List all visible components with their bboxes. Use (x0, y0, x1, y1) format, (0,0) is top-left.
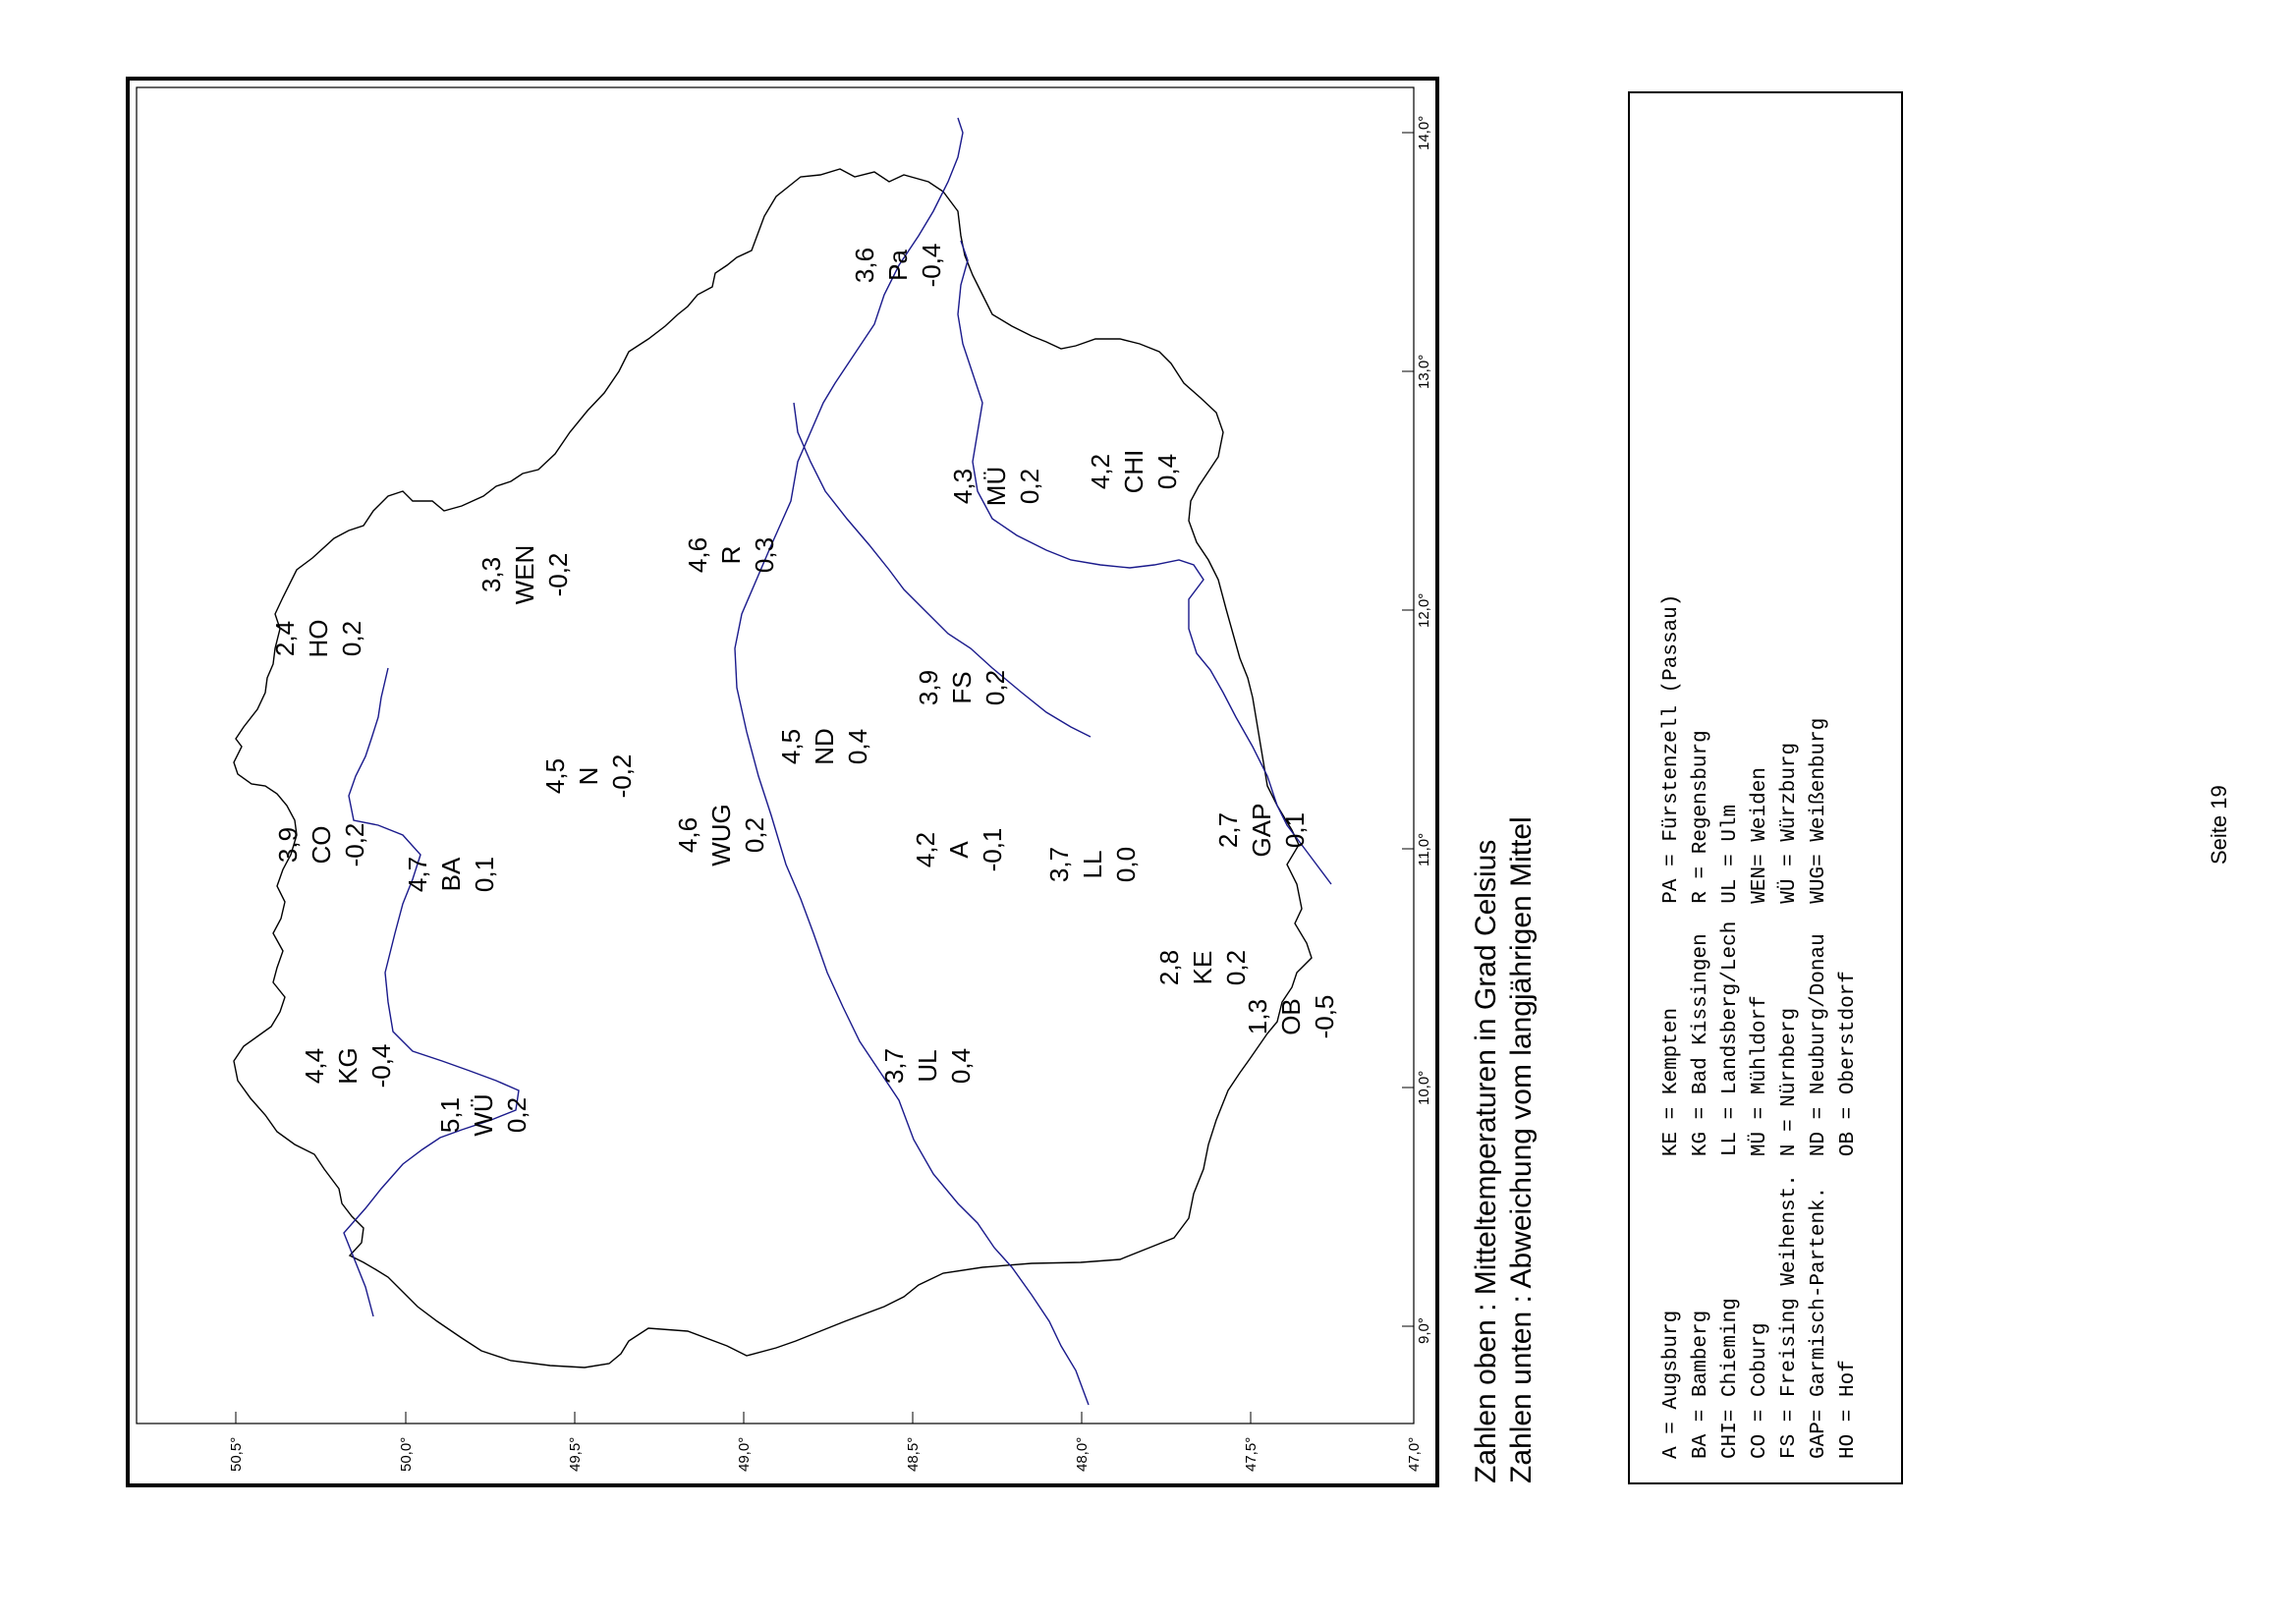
station-ll (1044, 847, 1141, 882)
station-code: A (944, 841, 975, 859)
legend-entry: CO = Coburg (1749, 1322, 1771, 1459)
state-border (234, 169, 1312, 1368)
station-temperature: 3,7 (1044, 846, 1075, 883)
station-labels (270, 244, 1339, 1137)
station-temperature: 4,6 (683, 536, 713, 574)
river-inn (958, 241, 1331, 884)
station-code: Pa (883, 250, 914, 281)
station-code: WEN (510, 544, 540, 605)
legend-entry: GAP= Garmisch-Partenk. (1808, 1186, 1830, 1459)
station-temperature: 4,5 (540, 757, 571, 795)
station-code: KG (333, 1047, 364, 1085)
station-wen (476, 545, 573, 605)
legend-entry: OB = Oberstdorf (1837, 971, 1860, 1157)
latitude-axis (228, 1412, 1423, 1472)
legend-entry: UL = Ulm (1719, 804, 1742, 904)
station-ba (403, 857, 499, 892)
lat-tick-label: 47,0° (1406, 1436, 1423, 1472)
legend-entry: WÜ = Würzburg (1778, 742, 1801, 904)
lon-tick-label: 9,0° (1416, 1317, 1432, 1344)
legend-entry: CHI= Chieming (1719, 1298, 1742, 1459)
legend-entry: N = Nürnberg (1778, 1007, 1801, 1157)
river-main (344, 668, 519, 1316)
station-temperature: 3,9 (273, 826, 304, 864)
legend-table (1657, 577, 1864, 1459)
station-deviation: 0,4 (1152, 453, 1183, 490)
station-deviation: 0,4 (946, 1047, 977, 1085)
caption (1469, 816, 1540, 1483)
station-temperature: 4,6 (673, 816, 703, 854)
station-gap (1213, 804, 1310, 858)
station-mü (948, 467, 1044, 506)
lat-tick-label: 50,0° (398, 1436, 415, 1472)
station-deviation: -0,4 (917, 243, 947, 288)
station-ul (879, 1048, 976, 1084)
legend-entry: WUG= Weißenburg (1808, 717, 1830, 904)
station-deviation: 0,2 (1221, 949, 1252, 986)
station-fs (914, 670, 1010, 705)
legend-entry: MÜ = Mühldorf (1749, 995, 1771, 1157)
station-deviation: 0,2 (1015, 468, 1045, 505)
station-deviation: 0,2 (502, 1096, 532, 1134)
station-temperature: 4,3 (948, 468, 979, 505)
station-code: R (716, 545, 747, 565)
station-temperature: 4,7 (403, 856, 433, 893)
legend-row (1746, 577, 1775, 1459)
station-temperature: 5,1 (435, 1096, 466, 1134)
station-temperature: 4,4 (300, 1047, 330, 1085)
legend-row (1805, 577, 1834, 1459)
station-code: KE (1188, 950, 1218, 985)
station-deviation: -0,4 (366, 1043, 397, 1089)
legend-entry: FS = Freising Weihenst. (1778, 1174, 1801, 1459)
station-code: LL (1078, 850, 1108, 879)
lon-tick-label: 13,0° (1416, 354, 1432, 389)
legend-row (1775, 577, 1805, 1459)
legend-row (1687, 577, 1716, 1459)
legend-entry: BA = Bamberg (1690, 1310, 1712, 1459)
station-deviation: -0,2 (340, 822, 370, 867)
station-deviation: -0,2 (607, 754, 638, 799)
station-r (683, 537, 779, 573)
station-temperature: 3,9 (914, 669, 944, 706)
lon-tick-label: 14,0° (1416, 115, 1432, 150)
station-a (911, 828, 1007, 872)
station-code: BA (436, 857, 467, 892)
legend-entry: ND = Neuburg/Donau (1808, 933, 1830, 1157)
lat-tick-label: 47,5° (1243, 1436, 1260, 1472)
station-code: WÜ (469, 1093, 499, 1137)
station-temperature: 2,7 (1213, 811, 1244, 849)
legend-entry: PA = Fürstenzell (Passau) (1660, 593, 1683, 904)
station-temperature: 4,2 (1086, 453, 1116, 490)
station-code: OB (1276, 998, 1307, 1035)
station-temperature: 2,4 (270, 620, 301, 657)
lat-tick-label: 49,5° (567, 1436, 584, 1472)
station-temperature: 2,8 (1154, 949, 1185, 986)
station-deviation: 0,3 (750, 536, 780, 574)
station-nd (776, 728, 872, 765)
station-ke (1154, 950, 1251, 985)
station-pa (850, 244, 946, 288)
station-code: CHI (1119, 449, 1149, 494)
station-chi (1086, 450, 1182, 494)
legend-content (1657, 113, 1864, 1459)
station-deviation: 0,2 (337, 620, 367, 657)
station-deviation: 0,0 (1111, 846, 1142, 883)
station-code: WUG (706, 804, 737, 866)
station-code: UL (913, 1049, 943, 1083)
station-code: N (574, 766, 604, 786)
station-temperature: 3,7 (879, 1047, 910, 1085)
station-temperature: 3,3 (476, 556, 507, 593)
station-deviation: -0,5 (1310, 994, 1340, 1039)
station-wug (673, 804, 769, 866)
lat-tick-label: 48,5° (905, 1436, 922, 1472)
station-deviation: 0,1 (1280, 811, 1311, 849)
legend-entry: WEN= Weiden (1749, 767, 1771, 904)
legend-entry: HO = Hof (1837, 1360, 1860, 1459)
station-ho (270, 620, 366, 658)
legend-entry (1834, 577, 1864, 904)
station-deviation: 0,2 (980, 669, 1011, 706)
station-code: HO (304, 619, 334, 658)
station-code: ND (810, 728, 840, 765)
lon-tick-label: 12,0° (1416, 592, 1432, 628)
legend-row (1657, 577, 1687, 1459)
station-deviation: 0,1 (470, 856, 500, 893)
station-deviation: -0,1 (978, 827, 1008, 872)
station-code: GAP (1247, 803, 1277, 858)
legend-row (1716, 577, 1746, 1459)
legend-entry: R = Regensburg (1690, 730, 1712, 904)
station-ob (1243, 995, 1339, 1039)
map-inner-border (137, 87, 1414, 1424)
lon-tick-label: 11,0° (1416, 832, 1432, 866)
station-code: MÜ (981, 466, 1012, 507)
station-temperature: 1,3 (1243, 998, 1273, 1035)
map-outer-border (128, 79, 1437, 1485)
station-wü (435, 1093, 532, 1136)
station-code: FS (947, 671, 978, 704)
lat-tick-label: 49,0° (736, 1436, 753, 1472)
legend-entry: A = Augsburg (1660, 1310, 1683, 1459)
station-co (273, 823, 369, 867)
station-temperature: 4,5 (776, 728, 807, 765)
legend-entry: KE = Kempten (1660, 1007, 1683, 1157)
station-code: CO (307, 825, 337, 865)
legend-row (1834, 577, 1864, 1459)
station-kg (300, 1044, 396, 1089)
legend-entry: KG = Bad Kissingen (1690, 933, 1712, 1157)
legend-box (1628, 91, 1903, 1484)
station-deviation: 0,2 (740, 816, 770, 854)
lon-tick-label: 10,0° (1416, 1070, 1432, 1105)
station-temperature: 3,6 (850, 247, 880, 284)
station-deviation: -0,2 (543, 552, 574, 597)
caption-line-2: Zahlen unten : Abweichung vom langjährigen Mittel (1505, 816, 1538, 1483)
lat-tick-label: 48,0° (1074, 1436, 1091, 1472)
longitude-axis (1402, 116, 1432, 1344)
lat-tick-label: 50,5° (228, 1436, 245, 1472)
legend-entry: LL = Landsberg/Lech (1719, 921, 1742, 1157)
station-n (540, 754, 637, 799)
station-deviation: 0,4 (843, 728, 873, 765)
page-number: Seite 19 (2207, 785, 2231, 865)
caption-line-1: Zahlen oben : Mitteltemperaturen in Grad Celsius (1470, 839, 1502, 1483)
station-temperature: 4,2 (911, 831, 941, 868)
